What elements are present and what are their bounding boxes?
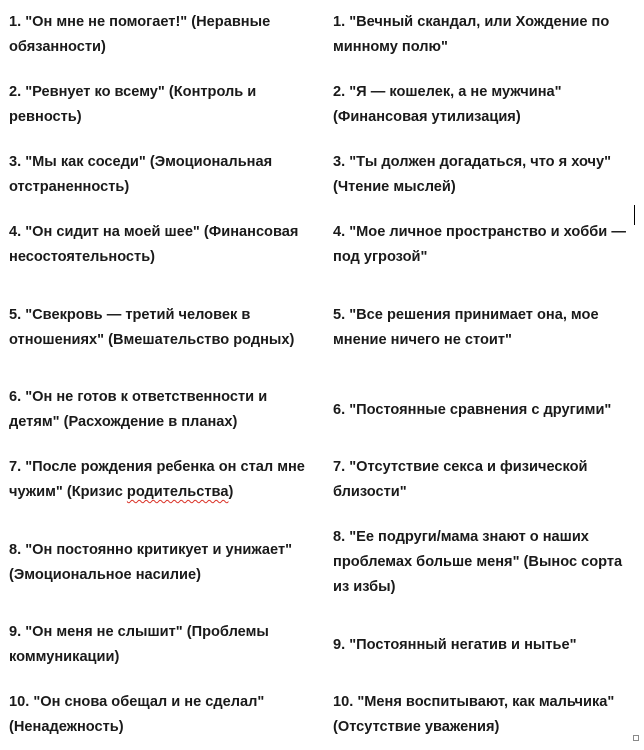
cell-text-part: ): [228, 484, 234, 500]
table-cell-right[interactable]: [324, 515, 644, 610]
cell-text: 9. "Он меня не слышит" (Проблемы коммуникации): [9, 624, 269, 665]
table-cell-right[interactable]: [324, 140, 644, 210]
cell-text: 10. "Меня воспитывают, как мальчика" (Отсутствие уважения): [333, 694, 615, 735]
table-cell-left[interactable]: [0, 280, 324, 375]
table-resize-handle[interactable]: [633, 735, 639, 741]
table-row: [0, 210, 644, 280]
cell-text: 1. "Он мне не помогает!" (Неравные обязанности): [9, 14, 271, 55]
cell-text: 6. "Он не готов к ответственности и детям" (Расхождение в планах): [9, 389, 268, 430]
cell-text: 9. "Постоянный негатив и нытье": [333, 636, 577, 653]
table-cell-right[interactable]: [324, 280, 644, 375]
table-row: [0, 680, 644, 750]
table-cell-right[interactable]: [324, 680, 644, 750]
table-row: [0, 515, 644, 610]
table-cell-left[interactable]: [0, 140, 324, 210]
table-row: [0, 375, 644, 445]
table-cell-left[interactable]: [0, 680, 324, 750]
table-cell-left[interactable]: [0, 515, 324, 610]
cell-text: 8. "Он постоянно критикует и унижает" (Эмоциональное насилие): [9, 541, 293, 583]
cell-text: 2. "Я — кошелек, а не мужчина" (Финансовая утилизация): [333, 84, 562, 125]
text-cursor: [634, 205, 635, 225]
cell-text: 10. "Он снова обещал и не сделал" (Ненадежность): [9, 694, 265, 735]
table-cell-left[interactable]: [0, 445, 324, 515]
table-cell-left[interactable]: [0, 210, 324, 280]
table-cell-left[interactable]: [0, 375, 324, 445]
cell-text: 7. "Отсутствие секса и физической близости": [333, 459, 588, 500]
cell-text: [9, 455, 318, 505]
table-cell-left[interactable]: [0, 0, 324, 70]
cell-text: 6. "Постоянные сравнения с другими": [333, 401, 612, 418]
table-cell-left[interactable]: [0, 70, 324, 140]
table-row: [0, 610, 644, 680]
table-row: [0, 0, 644, 70]
table-cell-right[interactable]: [324, 210, 644, 280]
cell-text: 5. "Свекровь — третий человек в отношениях" (Вмешательство родных): [9, 306, 295, 348]
cell-text: 8. "Ее подруги/мама знают о наших проблемах больше меня" (Вынос сорта из избы): [333, 529, 623, 595]
cell-text: 5. "Все решения принимает она, мое мнение ничего не стоит": [333, 306, 599, 348]
table-cell-right[interactable]: [324, 445, 644, 515]
spellcheck-flagged-word[interactable]: родительства: [126, 484, 229, 500]
table-row: [0, 445, 644, 515]
table-cell-right[interactable]: [324, 375, 644, 445]
cell-text: 4. "Он сидит на моей шее" (Финансовая несостоятельность): [9, 224, 299, 265]
table-row: [0, 140, 644, 210]
table-cell-left[interactable]: [0, 610, 324, 680]
table-cell-right[interactable]: [324, 70, 644, 140]
table-cell-right[interactable]: [324, 0, 644, 70]
cell-text: 3. "Ты должен догадаться, что я хочу" (Чтение мыслей): [333, 154, 612, 195]
cell-text: 4. "Мое личное пространство и хобби — под угрозой": [333, 224, 626, 265]
table-row: [0, 70, 644, 140]
table-cell-right[interactable]: [324, 610, 644, 680]
cell-text: 1. "Вечный скандал, или Хождение по минному полю": [333, 14, 610, 55]
cell-text-part: 7. "После рождения ребенка он стал мне чужим" (Кризис: [9, 459, 305, 500]
cell-text: 3. "Мы как соседи" (Эмоциональная отстраненность): [9, 154, 273, 195]
cell-text: 2. "Ревнует ко всему" (Контроль и ревность): [9, 84, 257, 125]
table-row: [0, 280, 644, 375]
